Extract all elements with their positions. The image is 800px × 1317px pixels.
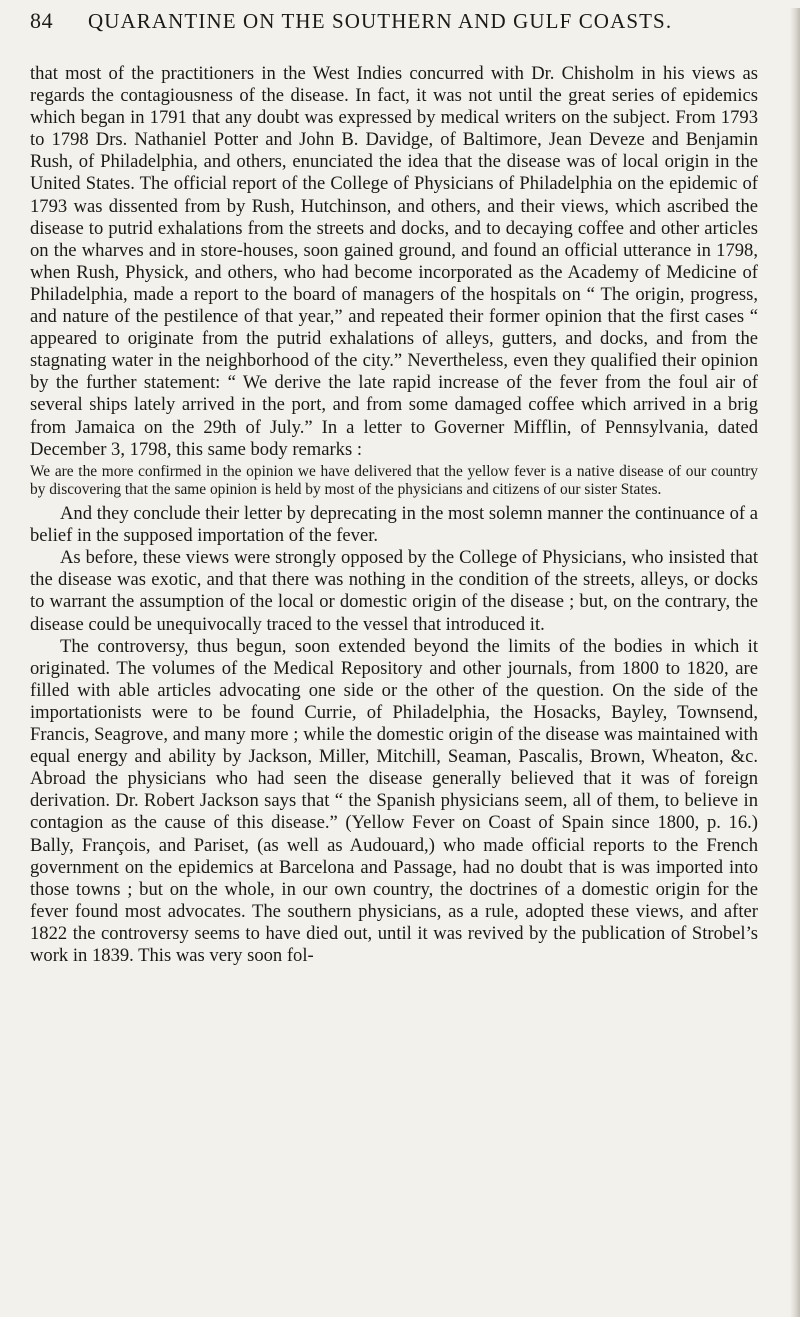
page-number: 84 xyxy=(30,8,54,33)
paragraph-1: that most of the practitioners in the West Indies concurred with Dr. Chisholm in his views as regards the contagiousness of the disease. In fact, it was not until the great series of epidemics which began in 1791 that any doubt was expressed by medical writers on the subject. From 1793 to 1798 Drs. Nathaniel Potter and John B. Davidge, of Baltimore, Jean Deveze and Benjamin Rush, of Philadelphia, and others, enunciated the idea that the disease was of local origin in the United States. The official report of the College of Physicians of Philadelphia on the epidemic of 1793 was dissented from by Rush, Hutchinson, and others, and their views, which ascribed the disease to putrid exhalations from the streets and docks, and to decaying coffee and other articles on the wharves and in store-houses, soon gained ground, and found an official utterance in 1798, when Rush, Physick, and others, who had become incorporated as the Academy of Medicine of Philadelphia, made a report to the board of managers of the hospitals on “ The origin, progress, and nature of the pestilence of that year,” and repeated their former opinion that the first cases “ appeared to originate from the putrid exhalations of alleys, gutters, and docks, and from the stagnating water in the neighborhood of the city.” Nevertheless, even they qualified their opinion by the further statement: “ We derive the late rapid increase of the fever from the foul air of several ships lately arrived in the port, and from some damaged coffee which arrived in a brig from Jamaica on the 29th of July.” In a letter to Governer Mifflin, of Pennsylvania, dated December 3, 1798, this same body remarks : xyxy=(30,63,758,460)
running-head xyxy=(30,8,758,32)
body-text xyxy=(30,63,758,967)
paragraph-2: And they conclude their letter by deprecating in the most solemn manner the continuance of a belief in the supposed importation of the fever. xyxy=(30,503,758,547)
block-quote: We are the more confirmed in the opinion we have delivered that the yellow fever is a native disease of our country by discovering that the same opinion is held by most of the physicians and citizens of our sister States. xyxy=(30,462,758,498)
paragraph-4: The controversy, thus begun, soon extended beyond the limits of the bodies in which it originated. The volumes of the Medical Repository and other journals, from 1800 to 1820, are filled with able articles advocating one side or the other of the question. On the side of the importationists were to be found Currie, of Philadelphia, the Hosacks, Bayley, Townsend, Francis, Seagrove, and many more ; while the domestic origin of the disease was maintained with equal energy and ability by Jackson, Miller, Mitchill, Seaman, Pascalis, Brown, Wheaton, &c. Abroad the physicians who had seen the disease generally believed that it was of foreign derivation. Dr. Robert Jackson says that “ the Spanish physicians seem, all of them, to believe in contagion as the cause of this disease.” (Yellow Fever on Coast of Spain since 1800, p. 16.) Bally, François, and Pariset, (as well as Audouard,) who made official reports to the French government on the epidemics at Barcelona and Passage, had no doubt that is was imported into those towns ; but on the whole, in our own country, the doctrines of a domestic origin for the fever found most advocates. The southern physicians, as a rule, adopted these views, and after 1822 the controversy seems to have died out, until it was revived by the publication of Strobel’s work in 1839. This was very soon fol- xyxy=(30,635,758,966)
paragraph-3: As before, these views were strongly opposed by the College of Physicians, who insisted that the disease was exotic, and that there was nothing in the condition of the streets, alleys, or docks to warrant the assumption of the local or domestic origin of the disease ; but, on the contrary, the disease could be unequivocally traced to the vessel that introduced it. xyxy=(30,547,758,635)
running-title: QUARANTINE ON THE SOUTHERN AND GULF COASTS. xyxy=(88,9,673,33)
document-page xyxy=(0,8,800,1317)
page-edge-shadow xyxy=(790,8,800,1317)
